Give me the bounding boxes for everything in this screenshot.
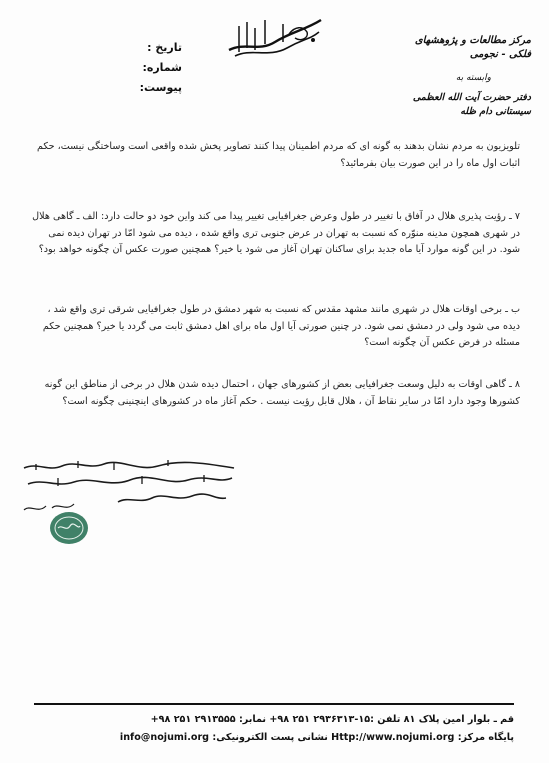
attachment-label: پیوست: [139,81,182,94]
affiliation: وابسته به [455,73,491,83]
basmala-calligraphy [225,12,325,62]
body-paragraph-3 [30,302,520,352]
number-label: شماره: [142,61,182,74]
letter-meta [132,38,182,98]
handwritten-answer [18,458,238,518]
footer-rule [34,703,514,705]
office-name: دفتر حضرت آیت الله العظمی سیستانی دام ظله [412,92,531,117]
footer-address: قم ـ بلوار امین پلاک ۸۱ تلفن :۱۵-۲۹۳۶۳۱۳ ۲۵۱ ۹۸+ نمابر: ۲۹۱۳۵۵۵ ۲۵۱ ۹۸+ [150,714,514,725]
body-paragraph-4 [30,377,520,410]
paragraph-text: تلویزیون به مردم نشان بدهند به گونه ای که مردم اطمینان پیدا کنند تصاویر پخش شده واقعی است وساختگی نیست، حکم اثبات اول ماه را در این صورت بیان بفرمائید؟ [36,141,520,169]
date-label: تاریخ : [147,41,182,54]
footer [34,711,514,747]
paragraph-text: ۷ ـ رؤیت پذیری هلال در آفاق با تغییر در طول وعرض جغرافیایی تغییر پیدا می کند واین خود دو حالت دارد: الف ـ گاهی هلال در شهری همچون مدینه منوّره که نسبت به تهران در عرض جنوبی تری واقع شده ، دیده می شود امّا در تهران دیده نمی شود. در این گونه موارد آیا ماه جدید برای ساکنان تهران آغاز می شود یا خیر؟ همچنین صورت عکس آن چگونه خواهد بود؟ [32,211,520,255]
footer-web: پایگاه مرکز: Http://www.nojumi.org نشانی پست الکترونیکی: info@nojumi.org [119,732,514,743]
paragraph-text: ب ـ برخی اوقات هلال در شهری مانند مشهد مقدس که نسبت به شهر دمشق در طول جغرافیایی شرقی تری واقع شد ، دیده می شود ولی در دمشق نمی شود. در چنین صورتی آیا اول ماه برای اهل دمشق ثابت می گردد یا خیر؟ همچنین حکم مسئله در فرض عکس آن چگونه است؟ [42,304,520,348]
org-name: مرکز مطالعات و پژوهشهای فلکی - نجومی [414,35,531,60]
paragraph-text: ۸ ـ گاهی اوقات به دلیل وسعت جغرافیایی بعض از کشورهای جهان ، احتمال دیده شدن هلال در برخی از مناطق این گونه کشورها وجود دارد امّا در سایر نقاط آن ، هلال قابل رؤیت نیست . حکم آغاز ماه در کشورهای اینچنینی چگونه است؟ [44,379,520,407]
office-seal [48,510,90,546]
letterhead [391,34,531,119]
body-paragraph-2 [30,209,520,259]
body-paragraph-1 [30,139,520,172]
